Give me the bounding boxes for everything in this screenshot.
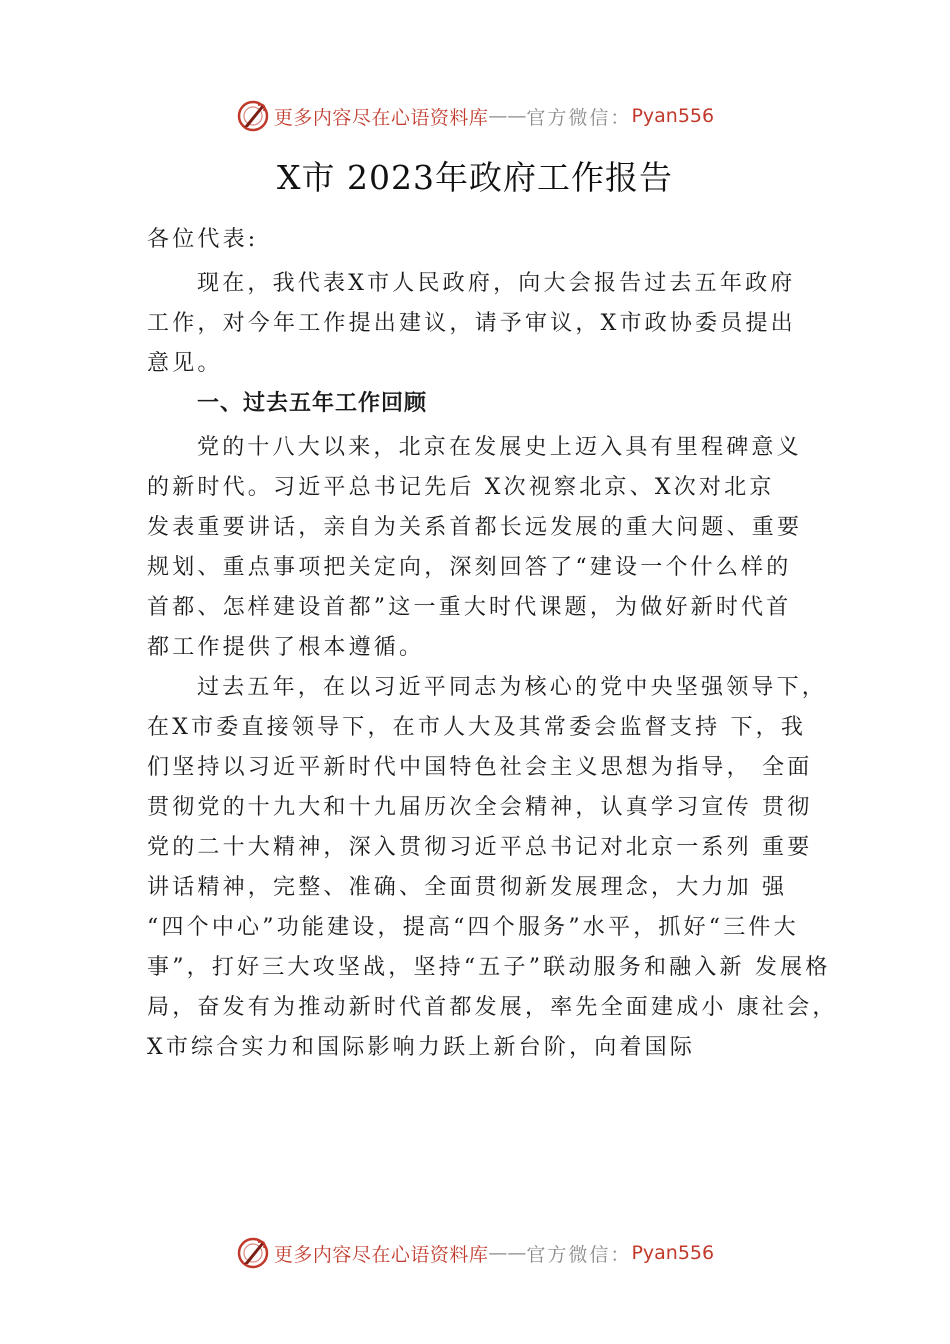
- paragraph-3-line-1: 过去五年，在以习近平同志为核心的党中央坚强领导下，: [197, 675, 828, 700]
- quill-seal-logo-icon: [236, 99, 270, 133]
- paragraph-3-line-4: 贯彻党的十九大和十九届历次全会精神，认真学习宣传 贯彻: [147, 795, 813, 820]
- paragraph-3-line-9: 局，奋发有为推动新时代首都发展，率先全面建成小 康社会，: [147, 995, 838, 1020]
- paragraph-1-line-3: 意见。: [147, 351, 223, 376]
- document-body: [147, 220, 838, 1068]
- quill-seal-logo-icon: [236, 1236, 270, 1270]
- paragraph-3-line-10: X市综合实力和国际影响力跃上新台阶，向着国际: [147, 1035, 696, 1060]
- watermark-label: 官方微信：: [526, 1243, 632, 1266]
- paragraph-1-line-1: 现在，我代表X市人民政府，向大会报告过去五年政府: [197, 271, 796, 296]
- watermark-wechat-id: Pyan556: [631, 105, 715, 127]
- section-heading: 一、过去五年工作回顾: [197, 391, 428, 416]
- paragraph-2-line-3: 发表重要讲话，亲自为关系首都长远发展的重大问题、重要: [147, 515, 803, 540]
- paragraph-3-line-8: 事”，打好三大攻坚战，坚持“五子”联动服务和融入新 发展格: [147, 955, 831, 980]
- paragraph-2-line-4: 规划、重点事项把关定向，深刻回答了“建设一个什么样的: [147, 555, 792, 580]
- watermark-label: 官方微信：: [526, 106, 632, 129]
- footer-watermark: [0, 1233, 950, 1273]
- paragraph-2-line-6: 都工作提供了根本遵循。: [147, 635, 425, 660]
- paragraph-3-line-7: “四个中心”功能建设，提高“四个服务”水平，抓好“三件大: [147, 915, 799, 940]
- paragraph-3-line-5: 党的二十大精神，深入贯彻习近平总书记对北京一系列 重要: [147, 835, 813, 860]
- watermark-wechat-id: Pyan556: [631, 1242, 715, 1264]
- watermark-separator: ——: [488, 105, 527, 127]
- watermark-group: [236, 99, 714, 133]
- document-title: X市 2023年政府工作报告: [277, 158, 673, 197]
- paragraph-2-line-2: 的新时代。习近平总书记先后 X次视察北京、X次对北京: [147, 475, 775, 500]
- paragraph-3-line-2: 在X市委直接领导下，在市人大及其常委会监督支持 下，我: [147, 715, 807, 740]
- watermark-text: 更多内容尽在心语资料库: [273, 106, 489, 129]
- paragraph-3-line-3: 们坚持以习近平新时代中国特色社会主义思想为指导， 全面: [147, 755, 813, 780]
- watermark-group: [236, 1236, 714, 1270]
- paragraph-2-line-1: 党的十八大以来，北京在发展史上迈入具有里程碑意义: [197, 435, 802, 460]
- paragraph-3-line-6: 讲话精神，完整、准确、全面贯彻新发展理念，大力加 强: [147, 875, 788, 900]
- header-watermark: [0, 96, 950, 136]
- paragraph-2-line-5: 首都、怎样建设首都”这一重大时代课题，为做好新时代首: [147, 595, 792, 620]
- salutation: 各位代表:: [147, 227, 259, 252]
- watermark-text: 更多内容尽在心语资料库: [273, 1243, 489, 1266]
- paragraph-1-line-2: 工作，对今年工作提出建议，请予审议，X市政协委员提出: [147, 311, 796, 336]
- watermark-separator: ——: [488, 1242, 527, 1264]
